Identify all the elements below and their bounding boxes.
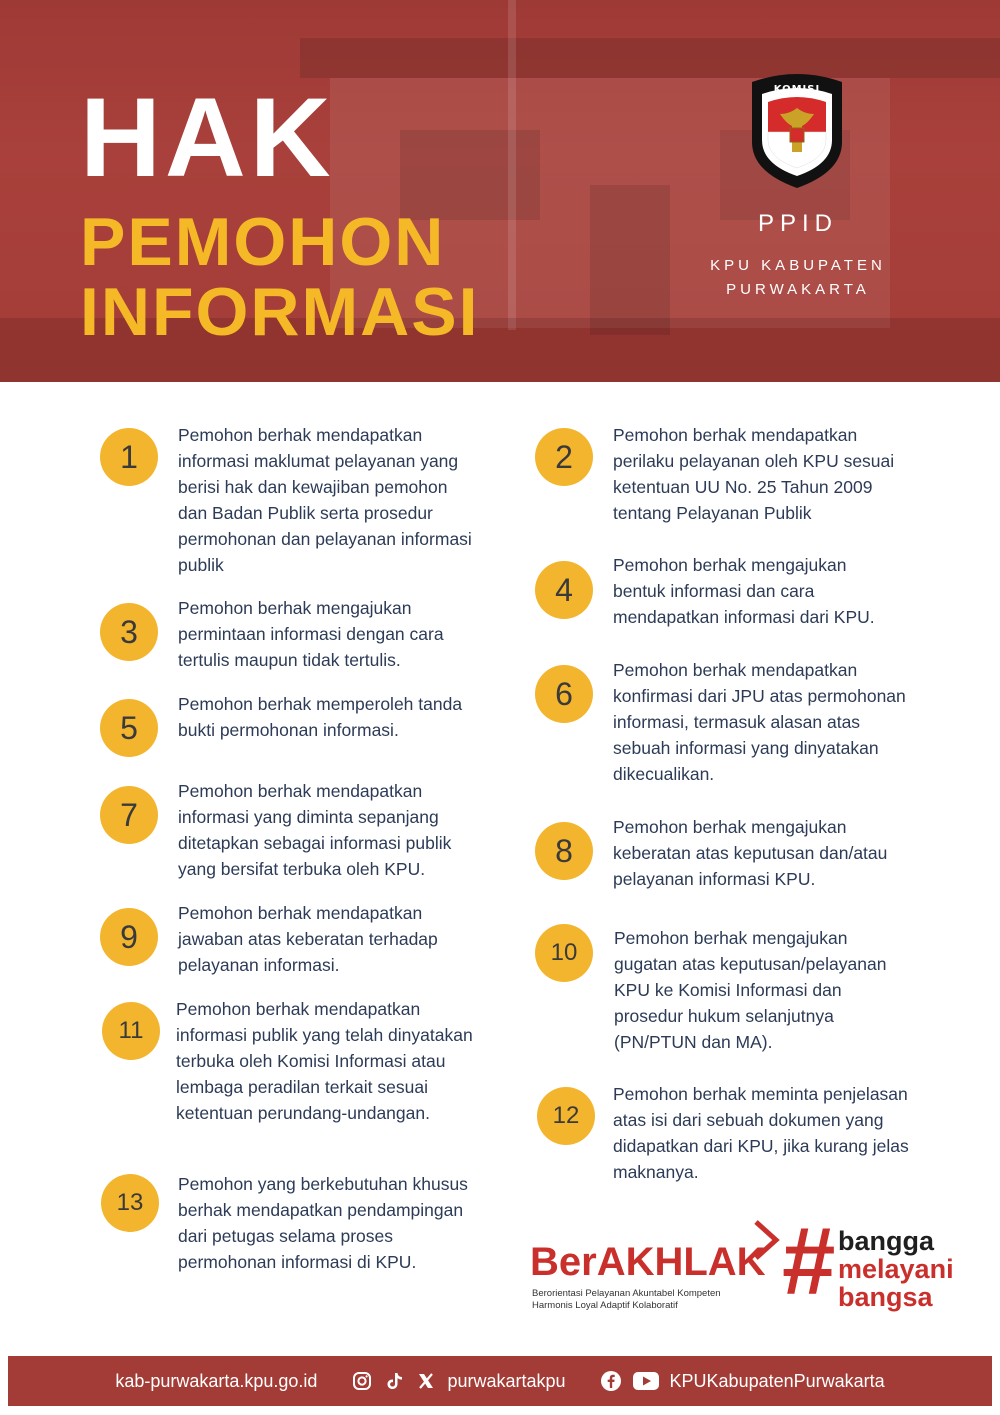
item-text: Pemohon berhak meminta penjelasan atas isi dari sebuah dokumen yang didapatkan dari KPU, jika kurang jelas maknanya. (613, 1084, 909, 1182)
item-text: Pemohon berhak mendapatkan informasi yang diminta sepanjang ditetapkan sebagai informasi publik yang bersifat terbuka oleh KPU. (178, 781, 452, 879)
youtube-icon[interactable] (632, 1370, 660, 1392)
title-informasi: INFORMASI (80, 274, 480, 350)
item-text: Pemohon yang berkebutuhan khusus berhak mendapatkan pendampingan dari petugas selama proses permohonan informasi di KPU. (178, 1174, 468, 1272)
tiktok-icon[interactable] (383, 1370, 405, 1392)
berakhlak-tagline-1: Berorientasi Pelayanan Akuntabel Kompeten (532, 1288, 721, 1299)
item-number: 1 (100, 428, 158, 486)
item-text: Pemohon berhak mengajukan bentuk informasi dan cara mendapatkan informasi dari KPU. (613, 555, 875, 627)
item-number: 9 (100, 908, 158, 966)
item-number: 13 (101, 1174, 159, 1232)
item-text: Pemohon berhak mengajukan permintaan informasi dengan cara tertulis maupun tidak tertulis. (178, 598, 444, 670)
title-hak: HAK (80, 75, 335, 200)
org-line-1: KPU KABUPATEN (710, 257, 886, 274)
website-link[interactable]: kab-purwakarta.kpu.go.id (115, 1370, 318, 1391)
facebook-icon[interactable] (600, 1370, 622, 1392)
building-roof (300, 38, 1000, 78)
berakhlak-tagline-2: Harmonis Loyal Adaptif Kolaboratif (532, 1300, 678, 1311)
bangga-melayani-logo (782, 1208, 982, 1315)
item-number: 6 (535, 665, 593, 723)
title-pemohon: PEMOHON (80, 204, 446, 280)
item-number: 5 (100, 699, 158, 757)
item-number: 10 (535, 924, 593, 982)
hash-mark: # (782, 1208, 836, 1315)
instagram-icon[interactable] (351, 1370, 373, 1392)
chevron-right-icon (752, 1220, 780, 1260)
org-line-2: PURWAKARTA (726, 281, 870, 298)
item-number: 4 (535, 561, 593, 619)
item-number: 12 (537, 1087, 595, 1145)
footer-bar (8, 1356, 992, 1406)
item-number: 7 (100, 786, 158, 844)
kpu-logo-icon (742, 72, 852, 190)
item-number: 8 (535, 822, 593, 880)
item-text: Pemohon berhak mengajukan keberatan atas keputusan dan/atau pelayanan informasi KPU. (613, 817, 888, 889)
logo-text-top: KOMISI (773, 84, 821, 95)
item-text: Pemohon berhak mengajukan gugatan atas keputusan/pelayanan KPU ke Komisi Informasi dan prosedur hukum selanjutnya (PN/PTUN dan MA). (614, 928, 887, 1052)
flag-pole (508, 0, 516, 330)
bangga-word: bangga (838, 1226, 935, 1256)
item-number: 11 (102, 1002, 160, 1060)
item-number: 3 (100, 603, 158, 661)
header-banner (0, 0, 1000, 382)
berakhlak-word: BerAKHLAK (530, 1240, 766, 1284)
item-text: Pemohon berhak memperoleh tanda bukti permohonan informasi. (178, 694, 463, 740)
ppid-label: PPID (757, 210, 838, 237)
item-text: Pemohon berhak mendapatkan informasi maklumat pelayanan yang berisi hak dan kewajiban pemohon dan Badan Publik serta prosedur permohonan dan pelayanan informasi publik (178, 425, 472, 575)
bangsa-word: bangsa (838, 1282, 933, 1312)
item-text: Pemohon berhak mendapatkan jawaban atas keberatan terhadap pelayanan informasi. (178, 903, 438, 975)
page-name[interactable]: KPUKabupatenPurwakarta (669, 1370, 885, 1391)
item-text: Pemohon berhak mendapatkan konfirmasi dari JPU atas permohonan informasi, termasuk alasan atas sebuah informasi yang dinyatakan dikecualikan. (613, 660, 906, 784)
item-number: 2 (535, 428, 593, 486)
berakhlak-logo (530, 1220, 780, 1310)
building-door (590, 185, 670, 335)
melayani-word: melayani (838, 1254, 954, 1284)
social-handle[interactable]: purwakartakpu (447, 1370, 566, 1391)
item-text: Pemohon berhak mendapatkan informasi publik yang telah dinyatakan terbuka oleh Komisi Informasi atau lembaga peradilan terkait sesuai ketentuan perundang-undangan. (176, 999, 473, 1123)
x-icon[interactable] (415, 1370, 437, 1392)
item-text: Pemohon berhak mendapatkan perilaku pelayanan oleh KPU sesuai ketentuan UU No. 25 Tahun 2009 tentang Pelayanan Publik (613, 425, 895, 523)
